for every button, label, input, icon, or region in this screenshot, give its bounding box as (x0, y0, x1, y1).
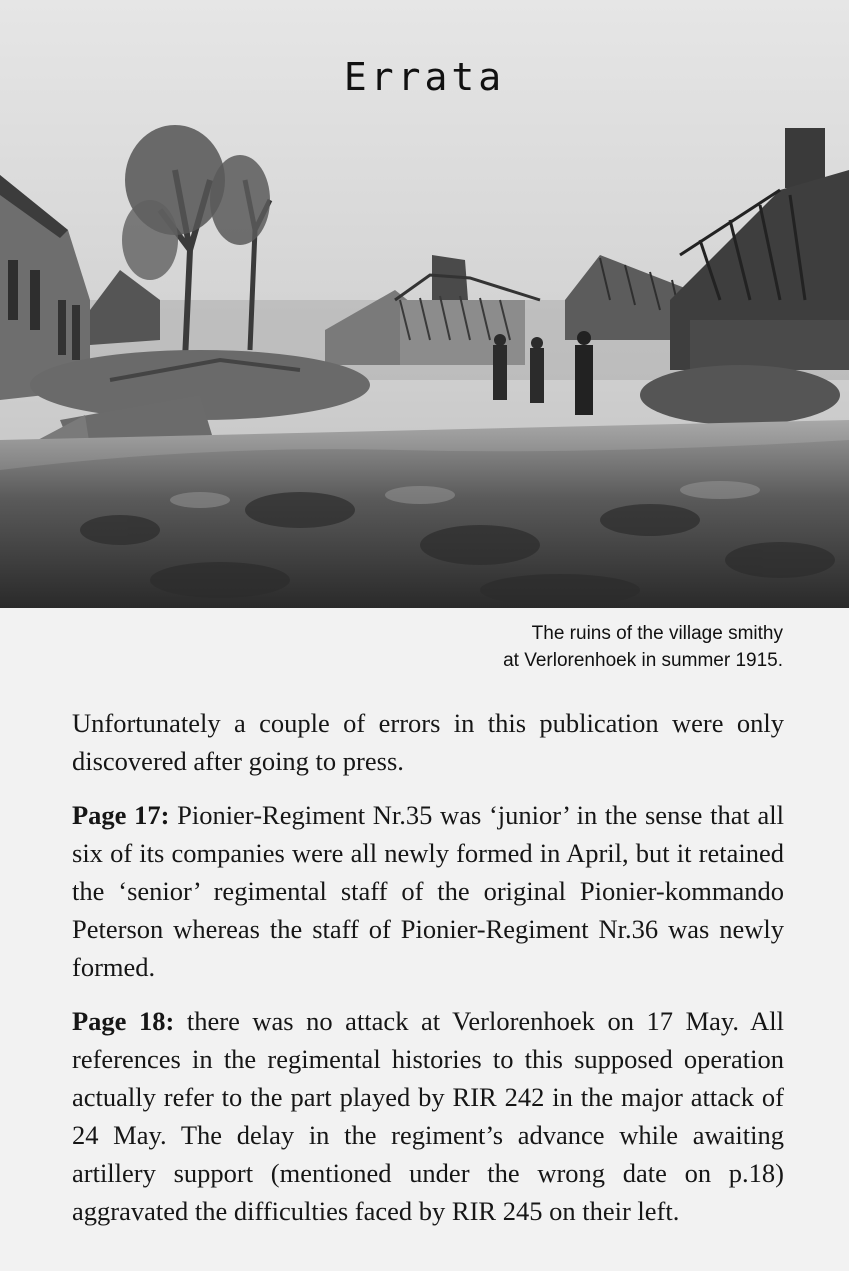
caption-line-1: The ruins of the village smithy (531, 623, 783, 644)
erratum-label: Page 17: (72, 800, 170, 830)
erratum-page-18 (72, 1002, 784, 1230)
erratum-page-17 (72, 796, 784, 986)
caption-line-2: at Verlorenhoek in summer 1915. (503, 650, 783, 671)
intro-paragraph: Unfortunately a couple of errors in this publication were only discovered after going to press. (72, 708, 784, 776)
photo-caption (503, 620, 783, 674)
erratum-text: Pionier-Regiment Nr.35 was ‘junior’ in the sense that all six of its companies were all newly formed in April, but it retained the ‘senior’ regimental staff of the original Pionier-kommando Peterson whereas the staff of Pionier-Regiment Nr.36 was newly formed. (72, 800, 785, 982)
erratum-label: Page 18: (72, 1006, 175, 1036)
page-title: Errata (343, 55, 506, 99)
errata-body (72, 704, 784, 1246)
erratum-text: there was no attack at Verlorenhoek on 17 May. All references in the regimental histories to this supposed operation actually refer to the part played by RIR 242 in the major attack of 24 May. The delay in the regiment’s advance while awaiting artillery support (mentioned under the wrong date on p.18) aggravated the difficulties faced by RIR 245 on their left. (72, 1006, 784, 1226)
